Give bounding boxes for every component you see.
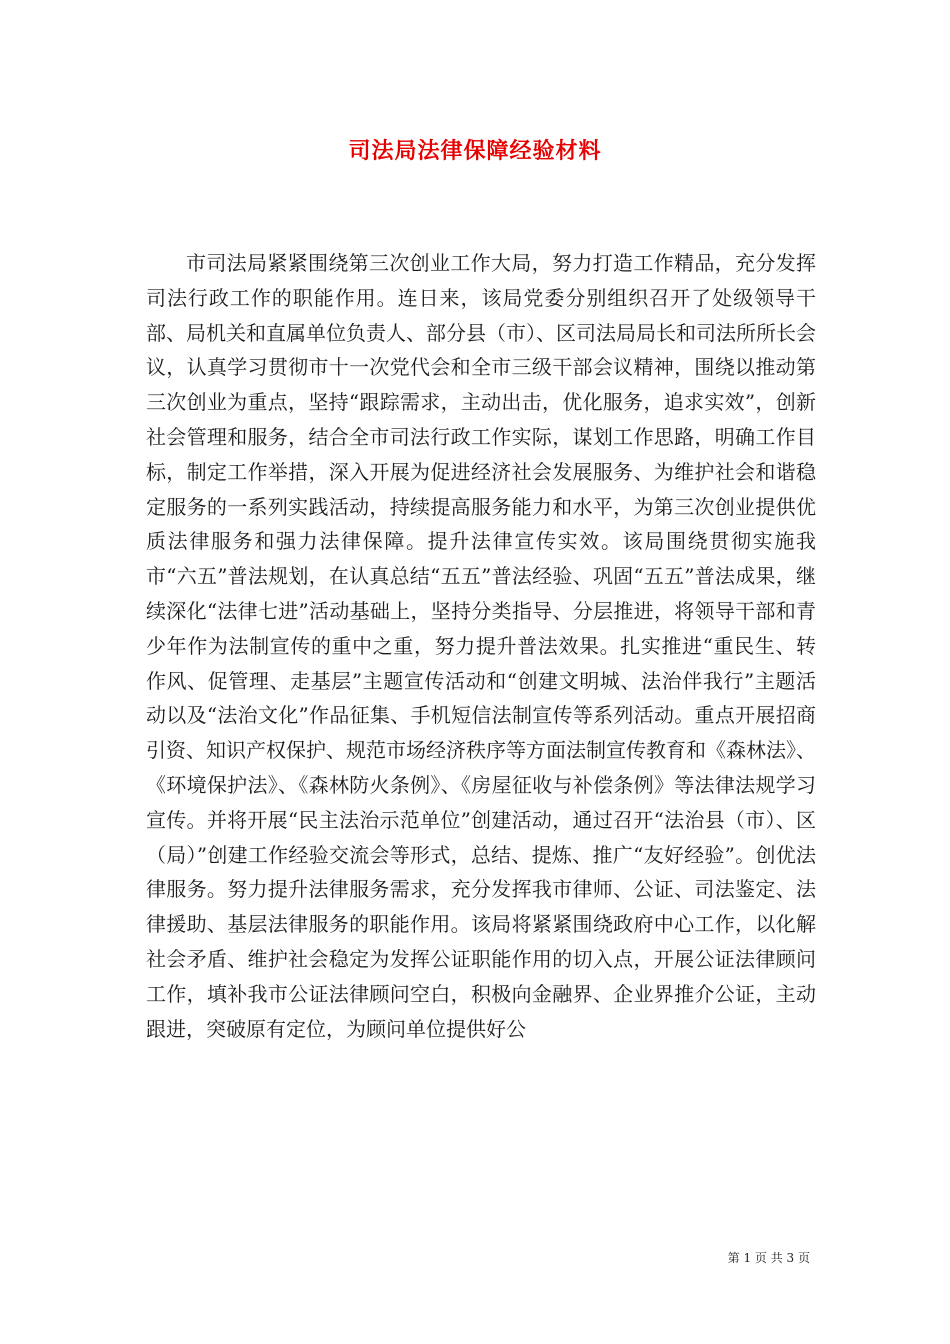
document-body-paragraph: 市司法局紧紧围绕第三次创业工作大局，努力打造工作精品，充分发挥司法行政工作的职能作用。连日来，该局党委分别组织召开了处级领导干部、局机关和直属单位负责人、部分县（市）、区司法局局长和司法所所长会议，认真学习贯彻市十一次党代会和全市三级干部会议精神，围绕以推动第三次创业为重点，坚持“跟踪需求，主动出击，优化服务，追求实效”，创新社会管理和服务，结合全市司法行政工作实际，谋划工作思路，明确工作目标，制定工作举措，深入开展为促进经济社会发展服务、为维护社会和谐稳定服务的一系列实践活动，持续提高服务能力和水平，为第三次创业提供优质法律服务和强力法律保障。提升法律宣传实效。该局围绕贯彻实施我市“六五”普法规划，在认真总结“五五”普法经验、巩固“五五”普法成果，继续深化“法律七进”活动基础上，坚持分类指导、分层推进，将领导干部和青少年作为法制宣传的重中之重，努力提升普法效果。扎实推进“重民生、转作风、促管理、走基层”主题宣传活动和“创建文明城、法治伴我行”主题活动以及“法治文化”作品征集、手机短信法制宣传等系列活动。重点开展招商引资、知识产权保护、规范市场经济秩序等方面法制宣传教育和《森林法》、《环境保护法》、《森林防火条例》、《房屋征收与补偿条例》等法律法规学习宣传。并将开展“民主法治示范单位”创建活动，通过召开“法治县（市）、区（局）”创建工作经验交流会等形式，总结、提炼、推广“友好经验”。创优法律服务。努力提升法律服务需求，充分发挥我市律师、公证、司法鉴定、法律援助、基层法律服务的职能作用。该局将紧紧围绕政府中心工作，以化解社会矛盾、维护社会稳定为发挥公证职能作用的切入点，开展公证法律顾问工作，填补我市公证法律顾问空白，积极向金融界、企业界推介公证，主动跟进，突破原有定位，为顾问单位提供好公 — [146, 251, 816, 1041]
page-number-indicator: 第 1 页 共 3 页 — [727, 1251, 810, 1265]
document-title: 司法局法律保障经验材料 — [348, 138, 602, 164]
